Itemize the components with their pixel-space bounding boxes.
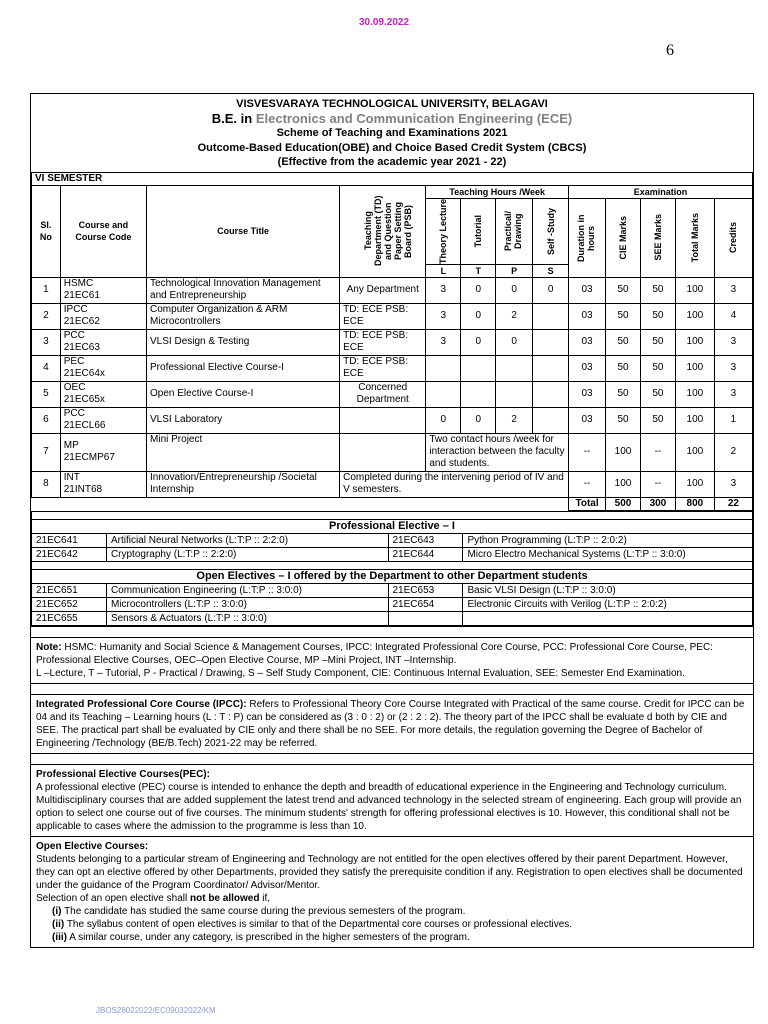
row-course-code <box>60 407 146 433</box>
header-practical: Practical/ Drawing <box>503 211 524 252</box>
elective-code: 21EC655 <box>32 611 107 625</box>
section-gap <box>31 753 753 764</box>
row-hours-s <box>533 329 569 355</box>
course-type: OEC <box>63 382 86 394</box>
elective-title: Electronic Circuits with Verilog (L:T:P :: 2:0:2) <box>463 597 753 611</box>
row-course-title: VLSI Laboratory <box>147 407 340 433</box>
section-gap <box>31 626 753 637</box>
elective-title: Microcontrollers (L:T:P :: 3:0:0) <box>106 597 388 611</box>
ipcc-text: Refers to Professional Theory Core Course Integrated with Practical of the same course. Credit for IPCC can be 04 and its Teaching – Learning hours (L : T : P) can be considered as (3 : 0 : 2) or (2 : 2 : 2). The theory part of the IPCC shall be evaluate d both by CIE and SEE. The practical part shall be evaluated by CIE only and there shall be no SEE. For more details, the regulation governing the Degree of Bachelor of Engineering /Technology (BE/B.Tech) 2021-22 may be referred. <box>36 698 745 749</box>
table-row <box>32 381 753 407</box>
row-hours-t <box>461 381 496 407</box>
pec-heading: Professional Elective Courses(PEC): <box>36 768 210 780</box>
row8-duration: -- <box>569 471 606 497</box>
elective-code: 21EC651 <box>32 583 107 597</box>
header-tutorial-cell <box>461 198 496 264</box>
row-hours-t: 0 <box>461 303 496 329</box>
row8-code <box>60 471 146 497</box>
elective-row <box>32 583 753 597</box>
header-p: P <box>496 264 533 277</box>
totals-cie: 500 <box>606 497 641 510</box>
header-teaching-dept-cell <box>340 185 426 277</box>
condition-3-text: A similar course, under any category, is prescribed in the higher semesters of the program. <box>69 931 470 943</box>
row-hours-p: 0 <box>496 277 533 303</box>
row7-type: MP <box>63 440 79 452</box>
header-see: SEE Marks <box>652 214 663 261</box>
row-credits: 1 <box>714 407 752 433</box>
table-row-7 <box>32 433 753 471</box>
row-credits: 3 <box>714 329 752 355</box>
row-duration: 03 <box>569 381 606 407</box>
section-gap <box>31 683 753 694</box>
elective-title: Sensors & Actuators (L:T:P :: 3:0:0) <box>106 611 388 625</box>
course-code: 21EC64x <box>63 368 105 380</box>
header-self-study: Self -Study <box>545 207 556 255</box>
course-code: 21ECL66 <box>63 420 106 432</box>
course-type: PCC <box>63 408 85 420</box>
row7-no: 7 <box>32 433 61 471</box>
elective-code: 21EC643 <box>388 533 463 547</box>
oec-section <box>31 836 753 947</box>
elective-code: 21EC654 <box>388 597 463 611</box>
row-total: 100 <box>675 355 714 381</box>
elective-code: 21EC653 <box>388 583 463 597</box>
row-hours-t: 0 <box>461 329 496 355</box>
row-course-title: VLSI Design & Testing <box>147 329 340 355</box>
totals-spacer <box>32 497 569 510</box>
row7-hours-note: Two contact hours /week for interaction between the faculty and students. <box>426 433 569 471</box>
row-cie: 50 <box>606 381 641 407</box>
header-teaching-dept: Teaching Department (TD) and Question Paper Setting Board (PSB) <box>362 195 413 267</box>
header-theory: Theory Lecture <box>438 198 449 264</box>
semester-row <box>32 172 753 185</box>
row8-title: Innovation/Entrepreneurship /Societal Internship <box>147 471 340 497</box>
row-no: 2 <box>32 303 61 329</box>
course-type: PEC <box>63 356 85 368</box>
elective-code <box>388 611 463 625</box>
row-credits: 3 <box>714 381 752 407</box>
row-credits: 3 <box>714 355 752 381</box>
oe-title-row <box>32 569 753 583</box>
oec-heading: Open Elective Courses: <box>36 840 149 852</box>
elective-title: Communication Engineering (L:T:P :: 3:0:0) <box>106 583 388 597</box>
selection-prefix: Selection of an open elective shall <box>36 892 188 904</box>
header-s: S <box>533 264 569 277</box>
row-see: 50 <box>640 277 675 303</box>
row-see: 50 <box>640 407 675 433</box>
blank-row <box>32 511 753 519</box>
footer-reference: JBOS28022022/EC09032022/KM <box>96 1006 216 1015</box>
row7-cie: 100 <box>606 433 641 471</box>
row-hours-s <box>533 381 569 407</box>
note-line-1: HSMC: Humanity and Social Science & Management Courses, IPCC: Integrated Professional Core Course, PCC: Professional Core Course, PEC: Professional Elective Courses, OEC–Open Elective Course, MP –Mini Project, INT –Internship. <box>36 641 713 666</box>
row-cie: 50 <box>606 303 641 329</box>
header-slno: Sl. No <box>32 185 61 277</box>
elective-code: 21EC652 <box>32 597 107 611</box>
elective-title <box>463 611 753 625</box>
header-self-study-cell <box>533 198 569 264</box>
row-credits: 3 <box>714 277 752 303</box>
row-hours-l <box>426 355 461 381</box>
row-cie: 50 <box>606 329 641 355</box>
row8-no: 8 <box>32 471 61 497</box>
row7-dept <box>340 433 426 471</box>
degree-prefix: B.E. in <box>211 110 253 126</box>
course-code: 21EC65x <box>63 394 105 406</box>
elective-row <box>32 533 753 547</box>
row-duration: 03 <box>569 355 606 381</box>
elective-row <box>32 547 753 561</box>
row8-credits: 3 <box>714 471 752 497</box>
row-hours-l: 3 <box>426 303 461 329</box>
header-teaching-hours: Teaching Hours /Week <box>426 185 569 198</box>
course-type: PCC <box>63 330 85 342</box>
row-duration: 03 <box>569 277 606 303</box>
scheme-title: Scheme of Teaching and Examinations 2021 <box>276 127 508 139</box>
selection-suffix: if, <box>262 892 271 904</box>
blank-cell <box>32 511 753 519</box>
note-line-2: L –Lecture, T – Tutorial, P - Practical / Drawing, S – Self Study Component, CIE: Continuous Internal Evaluation, SEE: Semester End Examination. <box>36 667 685 679</box>
row-teaching-dept: TD: ECE PSB: ECE <box>340 355 426 381</box>
elective-code: 21EC641 <box>32 533 107 547</box>
row7-code <box>60 433 146 471</box>
header-t: T <box>461 264 496 277</box>
row-no: 5 <box>32 381 61 407</box>
course-code: 21EC62 <box>63 316 100 328</box>
totals-see: 300 <box>640 497 675 510</box>
row8-code-value: 21INT68 <box>63 484 103 496</box>
semester-label: VI SEMESTER <box>32 172 753 185</box>
row8-total: 100 <box>675 471 714 497</box>
header-credits-cell <box>714 198 752 277</box>
row-hours-p: 2 <box>496 303 533 329</box>
row-no: 4 <box>32 355 61 381</box>
header-total-cell <box>675 198 714 277</box>
row-course-title: Computer Organization & ARM Microcontrollers <box>147 303 340 329</box>
note-label: Note: <box>36 641 62 653</box>
row-total: 100 <box>675 277 714 303</box>
header-practical-cell <box>496 198 533 264</box>
row-course-code <box>60 355 146 381</box>
totals-credits: 22 <box>714 497 752 510</box>
condition-3 <box>36 931 748 944</box>
course-type: HSMC <box>63 278 94 290</box>
university-name: VISVESVARAYA TECHNOLOGICAL UNIVERSITY, BELAGAVI <box>236 98 548 110</box>
condition-1-num: (i) <box>52 905 62 917</box>
pec-section <box>31 764 753 836</box>
header-examination: Examination <box>569 185 753 198</box>
pe-rows <box>32 533 753 561</box>
header-tutorial: Tutorial <box>473 214 484 248</box>
obe-title: Outcome-Based Education(OBE) and Choice Based Credit System (CBCS) <box>197 141 587 154</box>
row-total: 100 <box>675 329 714 355</box>
pe-title: Professional Elective – I <box>32 519 753 533</box>
row-hours-l <box>426 381 461 407</box>
course-code: 21EC63 <box>63 342 100 354</box>
row-course-code <box>60 277 146 303</box>
header-credits: Credits <box>728 222 739 254</box>
table-row <box>32 355 753 381</box>
note-section <box>31 637 753 683</box>
elective-title: Python Programming (L:T:P :: 2:0:2) <box>463 533 753 547</box>
table-row <box>32 407 753 433</box>
row-course-title: Professional Elective Course-I <box>147 355 340 381</box>
degree-title <box>31 112 753 127</box>
effective-year: (Effective from the academic year 2021 - 22) <box>277 156 507 168</box>
pe-title-row <box>32 519 753 533</box>
table-row-8 <box>32 471 753 497</box>
row-hours-l: 3 <box>426 277 461 303</box>
document-header <box>31 94 753 172</box>
row-course-code <box>60 329 146 355</box>
elective-title: Artificial Neural Networks (L:T:P :: 2:2:0) <box>106 533 388 547</box>
pec-text: A professional elective (PEC) course is intended to enhance the depth and breadth of educational experience in the Engineering and Technology curriculum. Multidisciplinary courses that are added supplement the latest trend and advanced technology in the selected stream of engineering. Each group will provide an option to select one course out of five courses. The minimum students' strength for offering professional electives is 10. However, this conditional shall not be applicable to cases where the admission to the programme is less than 10. <box>36 781 742 832</box>
header-total-marks: Total Marks <box>689 212 700 263</box>
header-course-code: Course and Course Code <box>60 185 146 277</box>
condition-2-text: The syllabus content of open electives is similar to that of the Departmental core courses or professional electives. <box>66 918 573 930</box>
row-hours-p: 0 <box>496 329 533 355</box>
header-l: L <box>426 264 461 277</box>
row8-note: Completed during the intervening period of IV and V semesters. <box>340 471 569 497</box>
row-hours-p <box>496 355 533 381</box>
elective-code: 21EC644 <box>388 547 463 561</box>
row-teaching-dept: TD: ECE PSB: ECE <box>340 303 426 329</box>
elective-title: Basic VLSI Design (L:T:P :: 3:0:0) <box>463 583 753 597</box>
row-no: 1 <box>32 277 61 303</box>
condition-2-num: (ii) <box>52 918 65 930</box>
header-cie: CIE Marks <box>618 215 628 260</box>
ipcc-section <box>31 694 753 753</box>
row7-see: -- <box>640 433 675 471</box>
row-teaching-dept <box>340 407 426 433</box>
row7-duration: -- <box>569 433 606 471</box>
header-row-top <box>32 185 753 198</box>
row-no: 6 <box>32 407 61 433</box>
scheme-table <box>31 172 753 511</box>
document-date: 30.09.2022 <box>358 17 410 28</box>
row7-code-value: 21ECMP67 <box>63 452 115 464</box>
blank-cell <box>32 561 753 569</box>
table-row <box>32 303 753 329</box>
header-course-title: Course Title <box>147 185 340 277</box>
header-cie-cell <box>606 198 641 277</box>
row-hours-p <box>496 381 533 407</box>
row-duration: 03 <box>569 407 606 433</box>
row-cie: 50 <box>606 277 641 303</box>
row-course-title: Technological Innovation Management and Entrepreneurship <box>147 277 340 303</box>
scheme-frame <box>30 93 754 948</box>
row-course-title: Open Elective Course-I <box>147 381 340 407</box>
elective-title: Micro Electro Mechanical Systems (L:T:P :: 3:0:0) <box>463 547 753 561</box>
row-duration: 03 <box>569 303 606 329</box>
totals-label: Total <box>569 497 606 510</box>
row-cie: 50 <box>606 355 641 381</box>
page-number: 6 <box>666 42 674 59</box>
row-total: 100 <box>675 407 714 433</box>
header-theory-cell <box>426 198 461 264</box>
row-no: 3 <box>32 329 61 355</box>
condition-3-num: (iii) <box>52 931 67 943</box>
row8-see: -- <box>640 471 675 497</box>
header-duration-cell <box>569 198 606 277</box>
row-hours-p: 2 <box>496 407 533 433</box>
condition-1-text: The candidate has studied the same course during the previous semesters of the program. <box>64 905 466 917</box>
ipcc-heading: Integrated Professional Core Course (IPCC): <box>36 698 247 710</box>
row-credits: 4 <box>714 303 752 329</box>
totals-total: 800 <box>675 497 714 510</box>
row8-type: INT <box>63 472 80 484</box>
row-total: 100 <box>675 381 714 407</box>
row-hours-s <box>533 407 569 433</box>
condition-1 <box>36 905 748 918</box>
row-total: 100 <box>675 303 714 329</box>
row-see: 50 <box>640 355 675 381</box>
table-row <box>32 329 753 355</box>
row-see: 50 <box>640 381 675 407</box>
elective-title: Cryptography (L:T:P :: 2:2:0) <box>106 547 388 561</box>
course-code: 21EC61 <box>63 290 100 302</box>
row-hours-t: 0 <box>461 407 496 433</box>
oe-title: Open Electives – I offered by the Department to other Department students <box>32 569 753 583</box>
oe-rows <box>32 583 753 625</box>
row-hours-s: 0 <box>533 277 569 303</box>
degree-branch: Electronics and Communication Engineering (ECE) <box>255 110 573 126</box>
row8-cie: 100 <box>606 471 641 497</box>
elective-row <box>32 611 753 625</box>
row7-credits: 2 <box>714 433 752 471</box>
row-course-code <box>60 303 146 329</box>
professional-elective-table <box>31 511 753 626</box>
row-teaching-dept: Any Department <box>340 277 426 303</box>
course-rows <box>32 277 753 433</box>
row7-title: Mini Project <box>147 433 340 471</box>
row-cie: 50 <box>606 407 641 433</box>
row7-total: 100 <box>675 433 714 471</box>
condition-2 <box>36 918 748 931</box>
row-hours-t <box>461 355 496 381</box>
row-see: 50 <box>640 329 675 355</box>
selection-line <box>36 892 748 905</box>
row-hours-s <box>533 303 569 329</box>
row-course-code <box>60 381 146 407</box>
header-duration: Duration in hours <box>576 213 597 262</box>
elective-code: 21EC642 <box>32 547 107 561</box>
table-row <box>32 277 753 303</box>
selection-bold: not be allowed <box>190 892 260 904</box>
header-see-cell <box>640 198 675 277</box>
row-hours-l: 0 <box>426 407 461 433</box>
row-hours-l: 3 <box>426 329 461 355</box>
course-type: IPCC <box>63 304 88 316</box>
row-teaching-dept: TD: ECE PSB: ECE <box>340 329 426 355</box>
oec-text: Students belonging to a particular stream of Engineering and Technology are not entitled for the open electives offered by their parent Department. However, they can opt an elective offered by other Departments, provided they satisfy the prerequisite condition if any. Registration to open electives shall be documented under the guidance of the Program Coordinator/ Advisor/Mentor. <box>36 853 743 891</box>
row-duration: 03 <box>569 329 606 355</box>
row-teaching-dept: Concerned Department <box>340 381 426 407</box>
row-hours-t: 0 <box>461 277 496 303</box>
row-hours-s <box>533 355 569 381</box>
totals-row <box>32 497 753 510</box>
elective-row <box>32 597 753 611</box>
blank-row <box>32 561 753 569</box>
row-see: 50 <box>640 303 675 329</box>
